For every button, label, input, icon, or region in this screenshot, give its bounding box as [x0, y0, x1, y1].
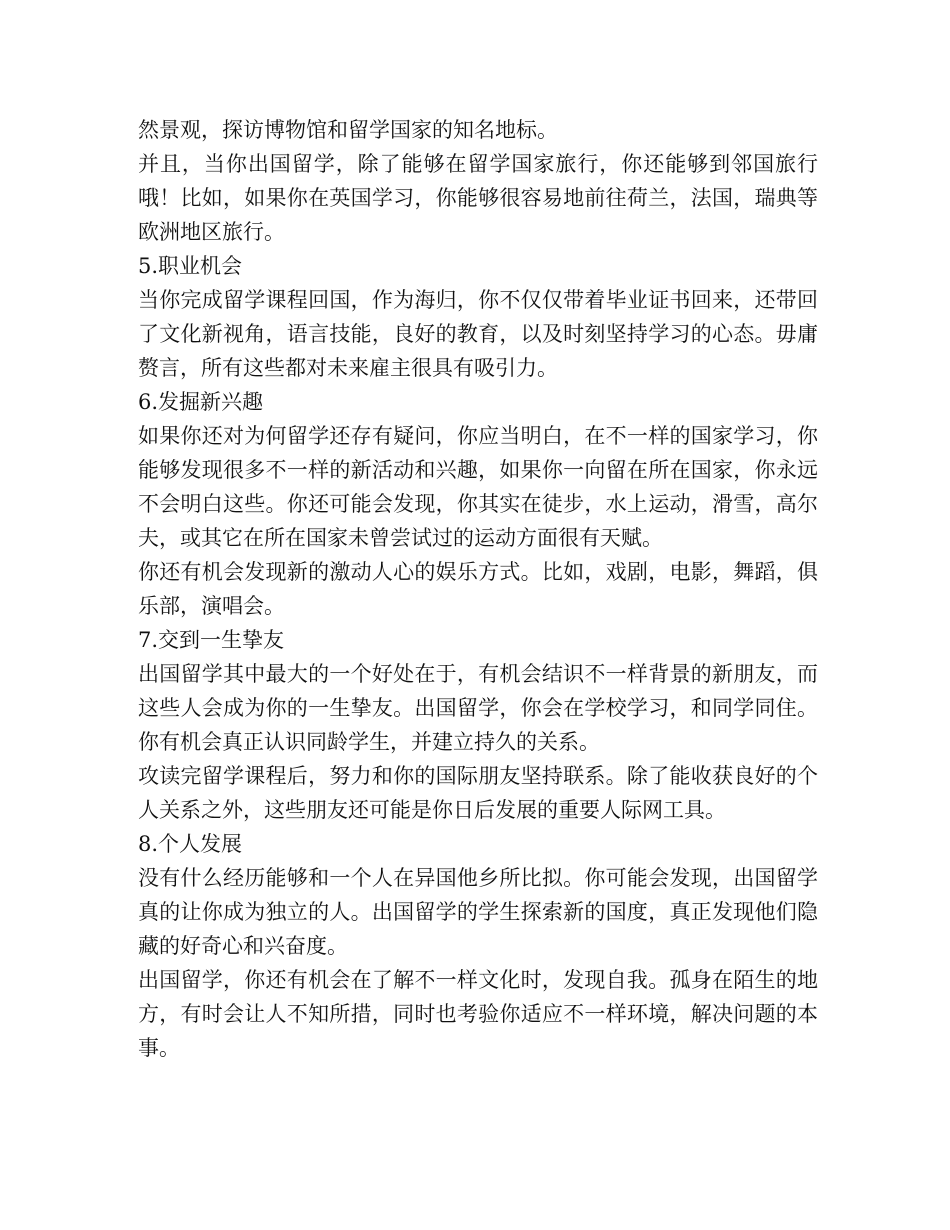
section-heading-personal-growth: 8.个人发展	[138, 832, 243, 856]
paragraph-career: 当你完成留学课程回国，作为海归，你不仅仅带着毕业证书回来，还带回了文化新视角，语言技能，良好的教育，以及时刻坚持学习的心态。毋庸赘言，所有这些都对未来雇主很具有吸引力。	[138, 288, 818, 380]
section-heading-career: 5.职业机会	[138, 254, 243, 278]
section-heading-friends: 7.交到一生挚友	[138, 628, 285, 652]
paragraph-neighbor-travel: 并且，当你出国留学，除了能够在留学国家旅行，你还能够到邻国旅行哦！比如，如果你在英国学习，你能够很容易地前往荷兰，法国，瑞典等欧洲地区旅行。	[138, 152, 818, 244]
paragraph-interests: 如果你还对为何留学还存有疑问，你应当明白，在不一样的国家学习，你能够发现很多不一样的新活动和兴趣，如果你一向留在所在国家，你永远不会明白这些。你还可能会发现，你其实在徒步，水上运动，滑雪，高尔夫，或其它在所在国家未曾尝试过的运动方面很有天赋。	[138, 424, 818, 550]
paragraph-friends: 出国留学其中最大的一个好处在于，有机会结识不一样背景的新朋友，而这些人会成为你的一生挚友。出国留学，你会在学校学习，和同学同住。你有机会真正认识同龄学生，并建立持久的关系。	[138, 662, 818, 754]
section-heading-interests: 6.发掘新兴趣	[138, 390, 264, 414]
paragraph-entertainment: 你还有机会发现新的激动人心的娱乐方式。比如，戏剧，电影，舞蹈，俱乐部，演唱会。	[138, 560, 818, 618]
document-body	[138, 113, 818, 1065]
paragraph-network: 攻读完留学课程后，努力和你的国际朋友坚持联系。除了能收获良好的个人关系之外，这些朋友还可能是你日后发展的重要人际网工具。	[138, 764, 818, 822]
paragraph-self-discovery: 出国留学，你还有机会在了解不一样文化时，发现自我。孤身在陌生的地方，有时会让人不知所措，同时也考验你适应不一样环境，解决问题的本事。	[138, 968, 818, 1060]
paragraph-independence: 没有什么经历能够和一个人在异国他乡所比拟。你可能会发现，出国留学真的让你成为独立的人。出国留学的学生探索新的国度，真正发现他们隐藏的好奇心和兴奋度。	[138, 866, 818, 958]
paragraph-landmarks: 然景观，探访博物馆和留学国家的知名地标。	[138, 118, 558, 142]
